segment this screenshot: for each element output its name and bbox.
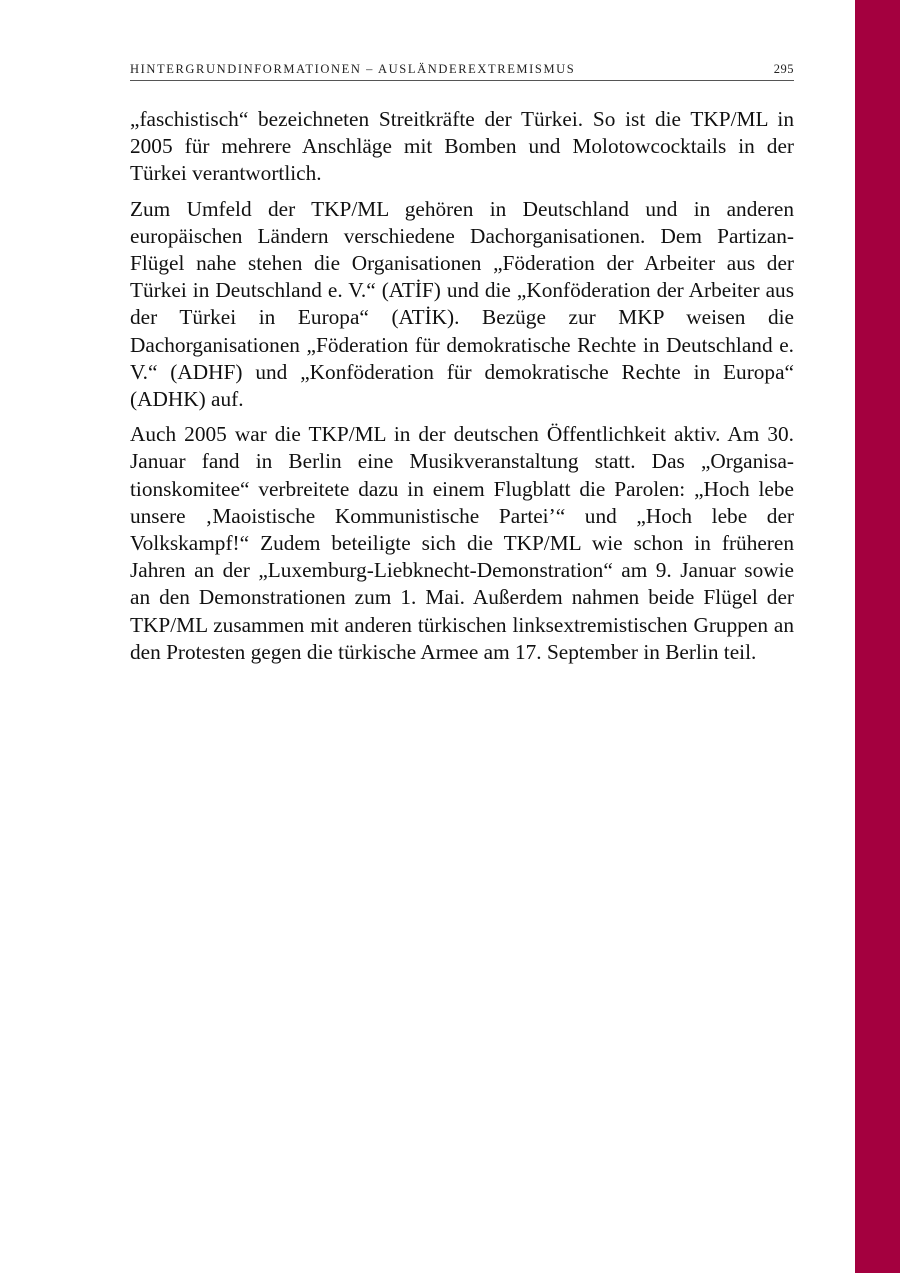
paragraph-3: Auch 2005 war die TKP/ML in der deutschen Öffentlichkeit aktiv. Am 30. Januar fand in Berlin eine Musikveranstaltung statt. Das „Organisationskomitee“ verbreitete dazu in einem Flugblatt die Parolen: „Hoch lebe unsere ‚Maoistische Kommunistische Partei’“ und „Hoch lebe der Volkskampf!“ Zudem beteiligte sich die TKP/ML wie schon in früheren Jahren an der „Luxemburg-Liebknecht-Demonstration“ am 9. Januar sowie an den Demonstrationen zum 1. Mai. Außerdem nahmen beide Flügel der TKP/ML zusammen mit anderen türkischen linksextremistischen Gruppen an den Protesten gegen die türkische Armee am 17. September in Berlin teil.: [130, 422, 794, 664]
running-header: [130, 62, 794, 81]
running-title: HINTERGRUNDINFORMATIONEN – AUSLÄNDEREXTREMISMUS: [130, 62, 576, 76]
paragraph-1: „faschistisch“ bezeichneten Streitkräfte der Türkei. So ist die TKP/ML in 2005 für mehrere Anschläge mit Bomben und Molotowcocktails in der Türkei verantwortlich.: [130, 107, 794, 186]
accent-side-bar: [855, 0, 900, 1273]
page-number: 295: [773, 62, 794, 76]
body-text: [130, 106, 794, 674]
paragraph-2: Zum Umfeld der TKP/ML gehören in Deutschland und in anderen europäischen Ländern verschiedene Dachorganisationen. Dem Partizan-Flügel nahe stehen die Organisationen „Föderation der Arbeiter aus der Türkei in Deutschland e. V.“ (ATİF) und die „Konföderation der Arbeiter aus der Türkei in Europa“ (ATİK). Bezüge zur MKP weisen die Dachorganisationen „Föderation für demokratische Rechte in Deutschland e. V.“ (ADHF) und „Konföderation für demokratische Rechte in Europa“ (ADHK) auf.: [130, 196, 794, 412]
